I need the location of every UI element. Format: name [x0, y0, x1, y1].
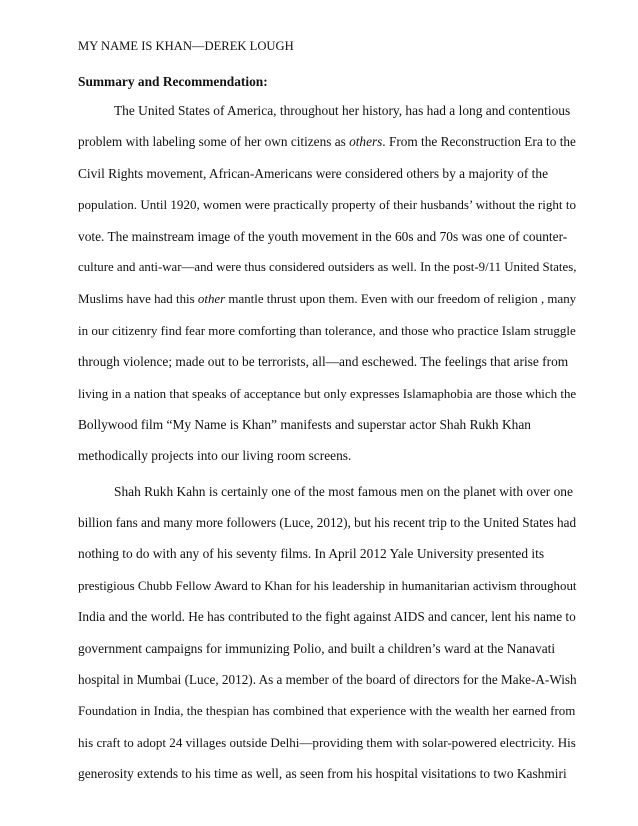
p1-line-7-text-b: mantle thrust upon them. Even with our freedom of religion , many: [225, 291, 577, 307]
p1-line-12: methodically projects into our living room screens.: [78, 448, 352, 464]
p1-line-8: in our citizenry find fear more comforting than tolerance, and those who practice Islam struggle: [78, 322, 576, 338]
p2-line-5: India and the world. He has contributed to the fight against AIDS and cancer, lent his name to: [78, 609, 576, 625]
p1-line-7-emphasis: other: [197, 291, 226, 307]
paragraph-2: [78, 476, 576, 790]
p1-line-2: [78, 126, 576, 157]
p1-line-4: population. Until 1920, women were practically property of their husbands’ without the right to: [78, 197, 576, 213]
p1-line-6: culture and anti-war—and were thus considered outsiders as well. In the post-9/11 United States,: [78, 259, 577, 274]
p1-line-2-emphasis: others: [349, 134, 383, 150]
p1-line-7-text-a: Muslims have had this: [78, 291, 198, 307]
p1-line-2-text-a: problem with labeling some of her own citizens as: [78, 134, 350, 150]
p2-line-4: prestigious Chubb Fellow Award to Khan for his leadership in humanitarian activism throughout: [78, 577, 577, 593]
p2-line-6: government campaigns for immunizing Polio, and built a children’s ward at the Nanavati: [78, 640, 556, 656]
p1-line-3: Civil Rights movement, African-Americans were considered others by a majority of the: [78, 165, 549, 181]
p1-line-1: The United States of America, throughout her history, has had a long and contentious: [114, 103, 571, 118]
p1-line-2-text-b: . From the Reconstruction Era to the: [382, 134, 576, 150]
p1-line-10: living in a nation that speaks of acceptance but only expresses Islamaphobia are those which the: [78, 385, 577, 401]
paragraph-1: [78, 95, 576, 472]
p1-line-7: [78, 283, 576, 314]
p1-line-9: through violence; made out to be terrorists, all—and eschewed. The feelings that arise from: [78, 354, 569, 370]
running-head: MY NAME IS KHAN—DEREK LOUGH: [78, 39, 294, 53]
p2-line-3: nothing to do with any of his seventy films. In April 2012 Yale University presented its: [78, 546, 545, 562]
p1-line-5: vote. The mainstream image of the youth movement in the 60s and 70s was one of counter-: [78, 228, 568, 244]
p1-line-11: Bollywood film “My Name is Khan” manifests and superstar actor Shah Rukh Khan: [78, 416, 531, 432]
section-heading: Summary and Recommendation:: [78, 74, 268, 89]
p2-line-8: Foundation in India, the thespian has combined that experience with the wealth her earned from: [78, 703, 576, 719]
p2-line-9: his craft to adopt 24 villages outside Delhi—providing them with solar-powered electricity. His: [78, 734, 576, 750]
p2-line-7: hospital in Mumbai (Luce, 2012). As a member of the board of directors for the Make-A-Wish: [78, 672, 577, 688]
p2-line-1: Shah Rukh Kahn is certainly one of the most famous men on the planet with over one: [114, 483, 573, 499]
p2-line-2: billion fans and many more followers (Luce, 2012), but his recent trip to the United States had: [78, 515, 577, 531]
p2-line-10: generosity extends to his time as well, as seen from his hospital visitations to two Kashmiri: [78, 766, 567, 782]
